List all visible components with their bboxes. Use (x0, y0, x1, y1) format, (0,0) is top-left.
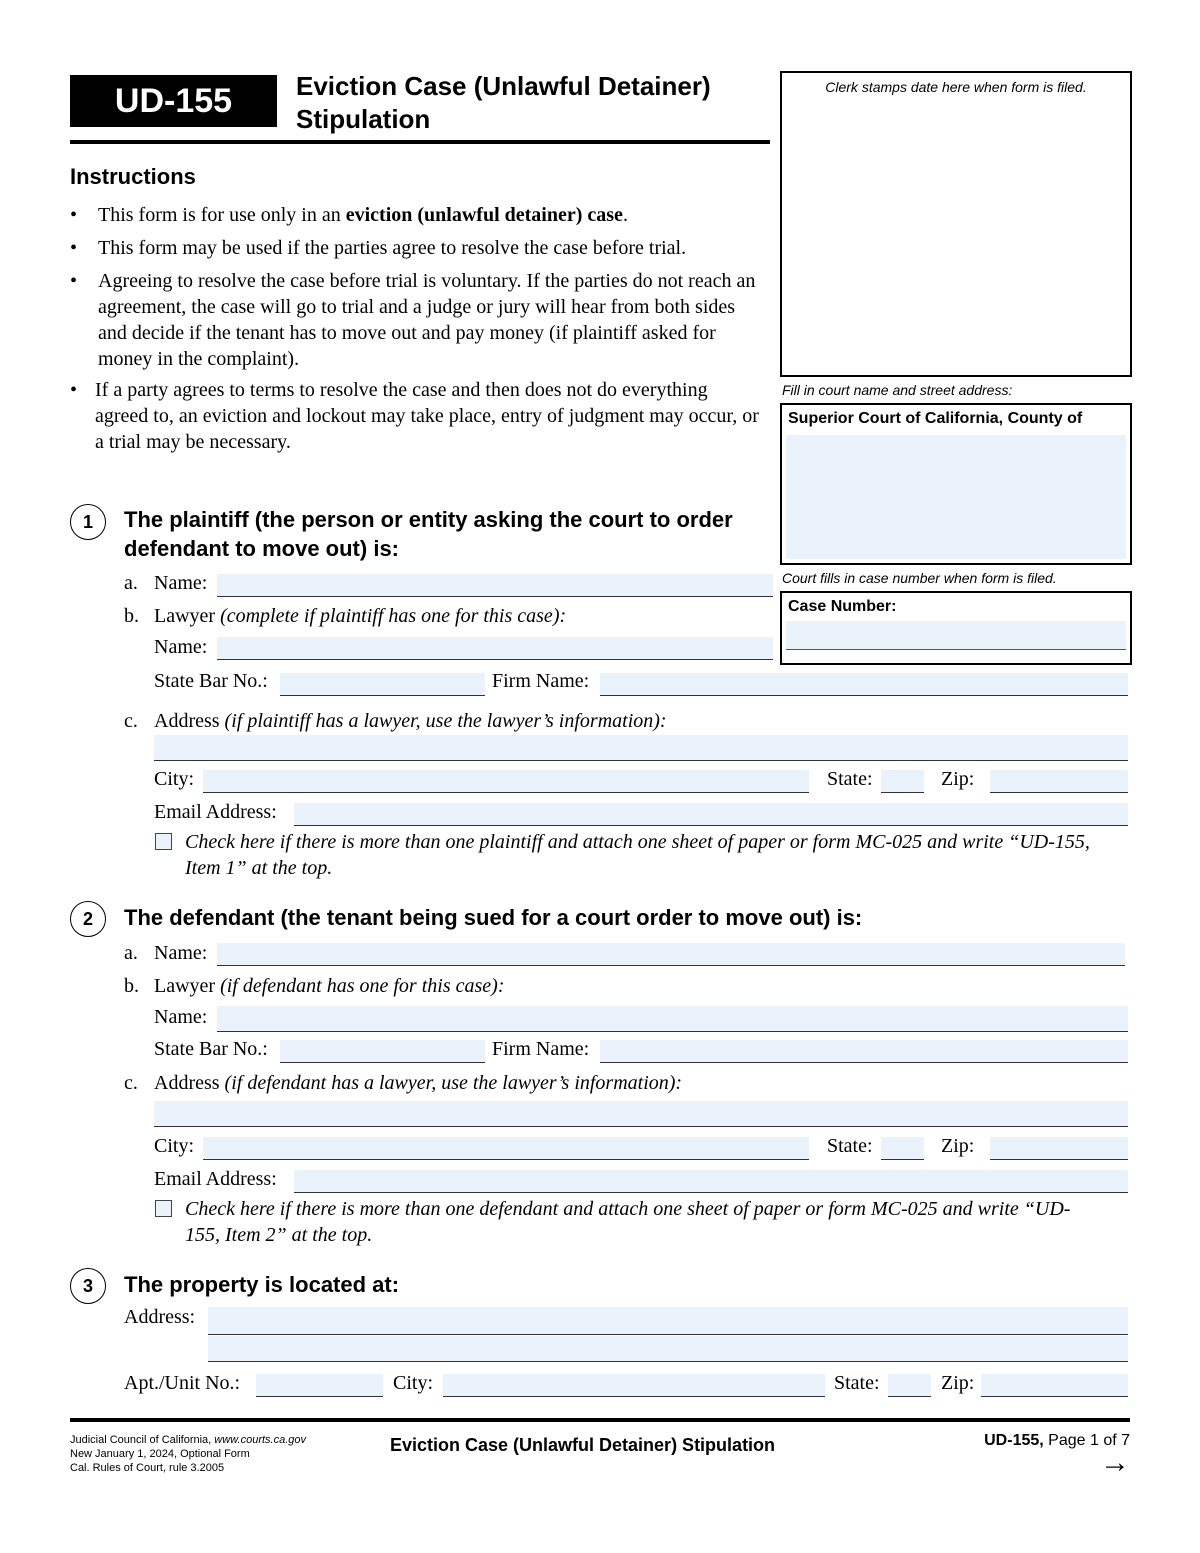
defendant-bar-number-field[interactable] (280, 1040, 485, 1063)
next-page-arrow-icon[interactable]: → (1100, 1446, 1130, 1479)
s2-lawyer-word: Lawyer (154, 975, 216, 997)
footer-line3: Cal. Rules of Court, rule 3.2005 (70, 1462, 225, 1474)
defendant-lawyer-name-field[interactable] (217, 1006, 1128, 1032)
form-title-line1: Eviction Case (Unlawful Detainer) (296, 71, 711, 101)
b1-bold: eviction (unlawful detainer) case (345, 204, 623, 226)
footer-rule (70, 1418, 1130, 1422)
case-number-box (780, 591, 1132, 665)
s1-a-label: Name: (154, 572, 208, 594)
multiple-plaintiffs-checkbox[interactable] (155, 833, 172, 850)
court-instruction: Fill in court name and street address: (782, 382, 1013, 398)
s2-a-letter: a. (124, 942, 138, 964)
b4-text: If a party agrees to terms to resolve the case and then does not do everything agreed to, an eviction and lockout may take place, entry of judgment may occur, or a trial may be necessary. (95, 379, 759, 453)
section-1-number: 1 (70, 504, 106, 540)
footer-url: www.courts.ca.gov (214, 1434, 306, 1446)
case-instruction: Court fills in case number when form is filed. (782, 570, 1057, 586)
s2-state-label: State: (827, 1135, 873, 1157)
instruction-bullet-4 (70, 377, 763, 455)
s3-zip-label: Zip: (941, 1372, 975, 1394)
plaintiff-name-field[interactable] (217, 574, 773, 597)
plaintiff-zip-field[interactable] (990, 770, 1128, 793)
form-title-line2: Stipulation (296, 104, 431, 134)
s1-state-label: State: (827, 768, 873, 790)
defendant-email-field[interactable] (294, 1170, 1128, 1193)
s3-address-label: Address: (124, 1306, 196, 1328)
footer-line2: New January 1, 2024, Optional Form (70, 1448, 250, 1460)
plaintiff-address-field[interactable] (154, 735, 1128, 761)
s2-lawyer-note: (if defendant has one for this case): (220, 975, 505, 997)
footer-council: Judicial Council of California, (70, 1434, 215, 1446)
clerk-stamp-box (780, 71, 1132, 377)
defendant-name-field[interactable] (217, 943, 1125, 966)
b2-text: This form may be used if the parties agree to resolve the case before trial. (98, 237, 687, 259)
defendant-city-field[interactable] (203, 1137, 809, 1160)
footer-title: Eviction Case (Unlawful Detainer) Stipulation (390, 1435, 776, 1455)
s1-bar-label: State Bar No.: (154, 670, 268, 692)
s2-a-label: Name: (154, 942, 208, 964)
court-name-box (780, 403, 1132, 565)
s2-b-letter: b. (124, 975, 139, 997)
section-1-title: The plaintiff (the person or entity asking the court to order defendant to move out) is: (124, 507, 733, 561)
defendant-state-field[interactable] (881, 1137, 924, 1160)
multiple-defendants-text: Check here if there is more than one defendant and attach one sheet of paper or form MC-025 and write “UD-155, Item 2” at the top. (185, 1198, 1071, 1246)
s2-c-label (154, 1072, 682, 1095)
s1-b-letter: b. (124, 605, 139, 627)
property-city-field[interactable] (443, 1374, 825, 1397)
s3-city-label: City: (393, 1372, 434, 1394)
property-address-line2-field[interactable] (208, 1336, 1128, 1362)
section-2-number: 2 (70, 901, 106, 937)
property-address-line1-field[interactable] (208, 1307, 1128, 1335)
case-number-heading: Case Number: (788, 598, 897, 615)
s1-email-label: Email Address: (154, 801, 277, 823)
s1-lawyer-name-label: Name: (154, 636, 208, 658)
s2-address-word: Address (154, 1072, 220, 1094)
defendant-firm-name-field[interactable] (600, 1040, 1128, 1063)
instruction-bullet-3 (70, 268, 758, 372)
footer-left (70, 1433, 306, 1475)
s3-apt-label: Apt./Unit No.: (124, 1372, 241, 1394)
plaintiff-bar-number-field[interactable] (280, 673, 485, 696)
court-name-field[interactable] (786, 435, 1126, 559)
s2-email-label: Email Address: (154, 1168, 277, 1190)
s2-bar-label: State Bar No.: (154, 1038, 268, 1060)
footer-form-id: UD-155, (984, 1432, 1044, 1449)
property-zip-field[interactable] (981, 1374, 1128, 1397)
b3-text: Agreeing to resolve the case before trial is voluntary. If the parties do not reach an agreement, the case will go to trial and a judge or jury will hear from both sides and decide if the tenant has to move out and pay money (if plaintiff asked for money in the complaint). (98, 270, 756, 370)
b1-pre: This form is for use only in an (98, 204, 346, 226)
section-2-title: The defendant (the tenant being sued for a court order to move out) is: (124, 905, 863, 930)
s1-lawyer-note: (complete if plaintiff has one for this case): (220, 605, 567, 627)
bullet-dot: • (70, 204, 78, 226)
s1-city-label: City: (154, 768, 195, 790)
s2-address-note: (if defendant has a lawyer, use the lawyer’s information): (224, 1072, 683, 1094)
s3-state-label: State: (834, 1372, 880, 1394)
plaintiff-lawyer-name-field[interactable] (217, 637, 773, 660)
property-apt-field[interactable] (256, 1374, 383, 1397)
footer-page-number: Page 1 of 7 (1048, 1432, 1130, 1449)
header-rule (70, 140, 770, 144)
s1-address-note: (if plaintiff has a lawyer, use the lawyer’s information): (224, 710, 667, 732)
s1-a-letter: a. (124, 572, 138, 594)
clerk-stamp-label: Clerk stamps date here when form is filed. (825, 79, 1087, 95)
s1-firm-label: Firm Name: (492, 670, 590, 692)
court-heading: Superior Court of California, County of (788, 410, 1083, 427)
b1-post: . (622, 204, 628, 226)
s2-city-label: City: (154, 1135, 195, 1157)
s2-lawyer-name-label: Name: (154, 1006, 208, 1028)
bullet-dot: • (70, 237, 78, 259)
footer-line1 (70, 1433, 306, 1447)
form-id-badge: UD-155 (70, 75, 277, 127)
multiple-defendants-checkbox[interactable] (155, 1200, 172, 1217)
instruction-bullet-1 (70, 202, 758, 228)
multiple-plaintiffs-text: Check here if there is more than one plaintiff and attach one sheet of paper or form MC-025 and write “UD-155, Item 1” at the top. (185, 831, 1090, 879)
instruction-bullet-2 (70, 235, 758, 261)
s1-c-label (154, 710, 667, 733)
s1-lawyer-word: Lawyer (154, 605, 216, 627)
s1-zip-label: Zip: (941, 768, 975, 790)
form-title (296, 70, 711, 136)
property-state-field[interactable] (888, 1374, 931, 1397)
s1-address-word: Address (154, 710, 220, 732)
plaintiff-state-field[interactable] (881, 770, 924, 793)
s1-c-letter: c. (124, 710, 138, 732)
s2-c-letter: c. (124, 1072, 138, 1094)
bullet-dot: • (70, 270, 78, 292)
plaintiff-email-field[interactable] (294, 803, 1128, 826)
s1-b-label (154, 605, 566, 628)
s2-firm-label: Firm Name: (492, 1038, 590, 1060)
case-number-field[interactable] (786, 621, 1126, 650)
s2-zip-label: Zip: (941, 1135, 975, 1157)
section-3-number: 3 (70, 1268, 106, 1304)
instructions-heading: Instructions (70, 164, 196, 189)
s2-b-label (154, 975, 504, 998)
defendant-address-field[interactable] (154, 1101, 1128, 1127)
plaintiff-firm-name-field[interactable] (600, 673, 1128, 696)
defendant-zip-field[interactable] (990, 1137, 1128, 1160)
plaintiff-city-field[interactable] (203, 770, 809, 793)
bullet-dot: • (70, 379, 78, 401)
section-3-title: The property is located at: (124, 1272, 400, 1297)
